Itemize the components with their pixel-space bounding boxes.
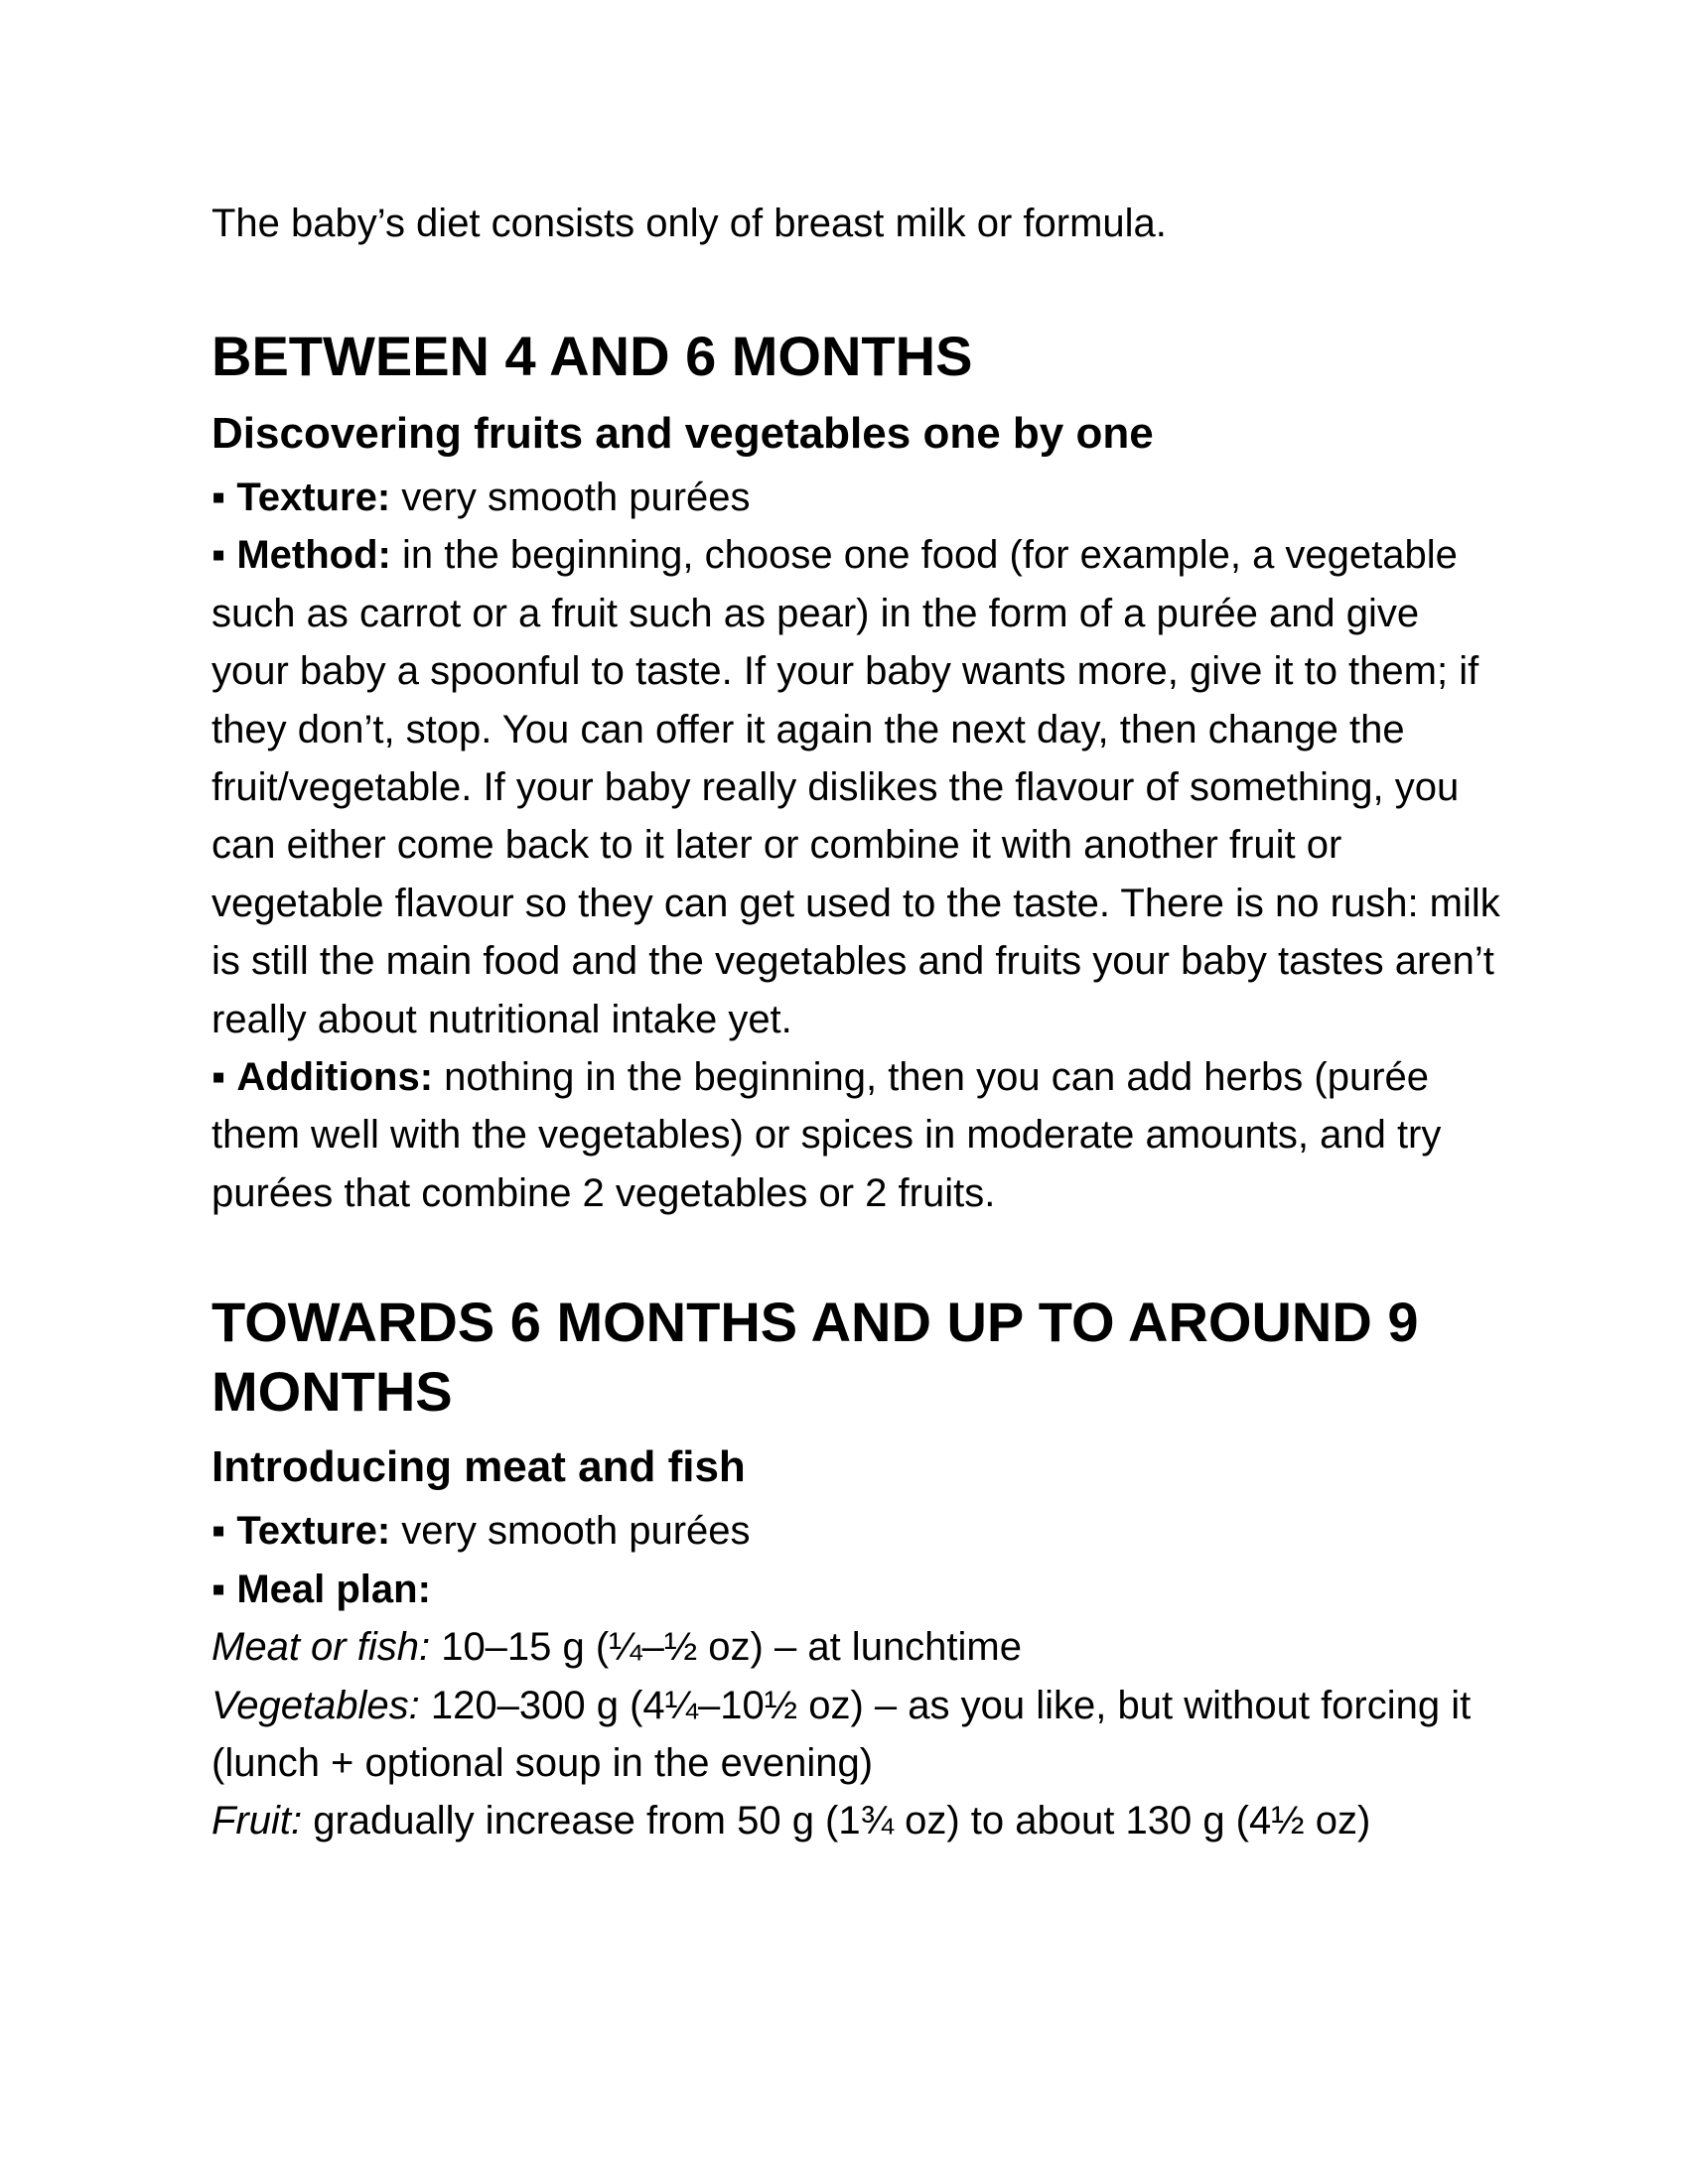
list-item-texture (211, 469, 1502, 526)
document-page (211, 195, 1502, 1850)
section-subheading-fruits-vegetables: Discovering fruits and vegetables one by one (211, 409, 1154, 458)
list-item-additions (211, 1048, 1502, 1222)
list-item-method (211, 526, 1502, 1048)
meal-plan-vegetables (211, 1677, 1502, 1793)
bullet-icon: ▪ (211, 1055, 226, 1100)
plan-term: Fruit: (211, 1799, 303, 1843)
bullet-icon: ▪ (211, 1509, 226, 1554)
plan-term: Vegetables: (211, 1683, 420, 1727)
plan-text: 120–300 g (4¼–10½ oz) – as you like, but without forcing it (lunch + optional soup in the evening) (211, 1683, 1472, 1785)
item-term: Texture: (236, 476, 391, 519)
section-subheading-meat-fish: Introducing meat and fish (211, 1442, 746, 1492)
bullet-icon: ▪ (211, 476, 226, 519)
item-text: nothing in the beginning, then you can add herbs (purée them well with the vegetables) or spices in moderate amounts, and try purées that combine 2 vegetables or 2 fruits. (211, 1055, 1442, 1215)
list-item-meal-plan (211, 1561, 1502, 1618)
section-heading-4-6-months: BETWEEN 4 AND 6 MONTHS (211, 325, 973, 387)
intro-paragraph: The baby’s diet consists only of breast milk or formula. (211, 202, 1167, 245)
section-heading-6-9-months: TOWARDS 6 MONTHS AND UP TO AROUND 9 MONTHS (211, 1291, 1419, 1424)
item-term: Additions: (236, 1055, 434, 1100)
meal-plan-meat-fish (211, 1618, 1502, 1676)
item-text: in the beginning, choose one food (for example, a vegetable such as carrot or a fruit such as pear) in the form of a purée and give your baby a spoonful to taste. If your baby wants more, give it to them; if they don’t, stop. You can offer it again the next day, then change the fruit/vegetable. If your baby really dislikes the flavour of something, you can either come back to it later or combine it with another fruit or vegetable flavour so they can get used to the taste. There is no rush: milk is still the main food and the vegetables and fruits your baby tastes aren’t really about nutritional intake yet. (211, 533, 1500, 1041)
plan-term: Meat or fish: (211, 1625, 431, 1670)
item-term: Texture: (236, 1509, 391, 1554)
item-text: very smooth purées (390, 476, 751, 519)
bullet-icon: ▪ (211, 1567, 226, 1611)
plan-text: 10–15 g (¼–½ oz) – at lunchtime (430, 1625, 1022, 1670)
item-term: Method: (236, 533, 391, 578)
item-text: very smooth purées (390, 1509, 751, 1554)
list-item-texture (211, 1502, 1502, 1560)
meal-plan-fruit (211, 1792, 1502, 1849)
item-term: Meal plan: (236, 1567, 431, 1611)
bullet-icon: ▪ (211, 533, 226, 578)
plan-text: gradually increase from 50 g (1¾ oz) to about 130 g (4½ oz) (302, 1799, 1371, 1843)
